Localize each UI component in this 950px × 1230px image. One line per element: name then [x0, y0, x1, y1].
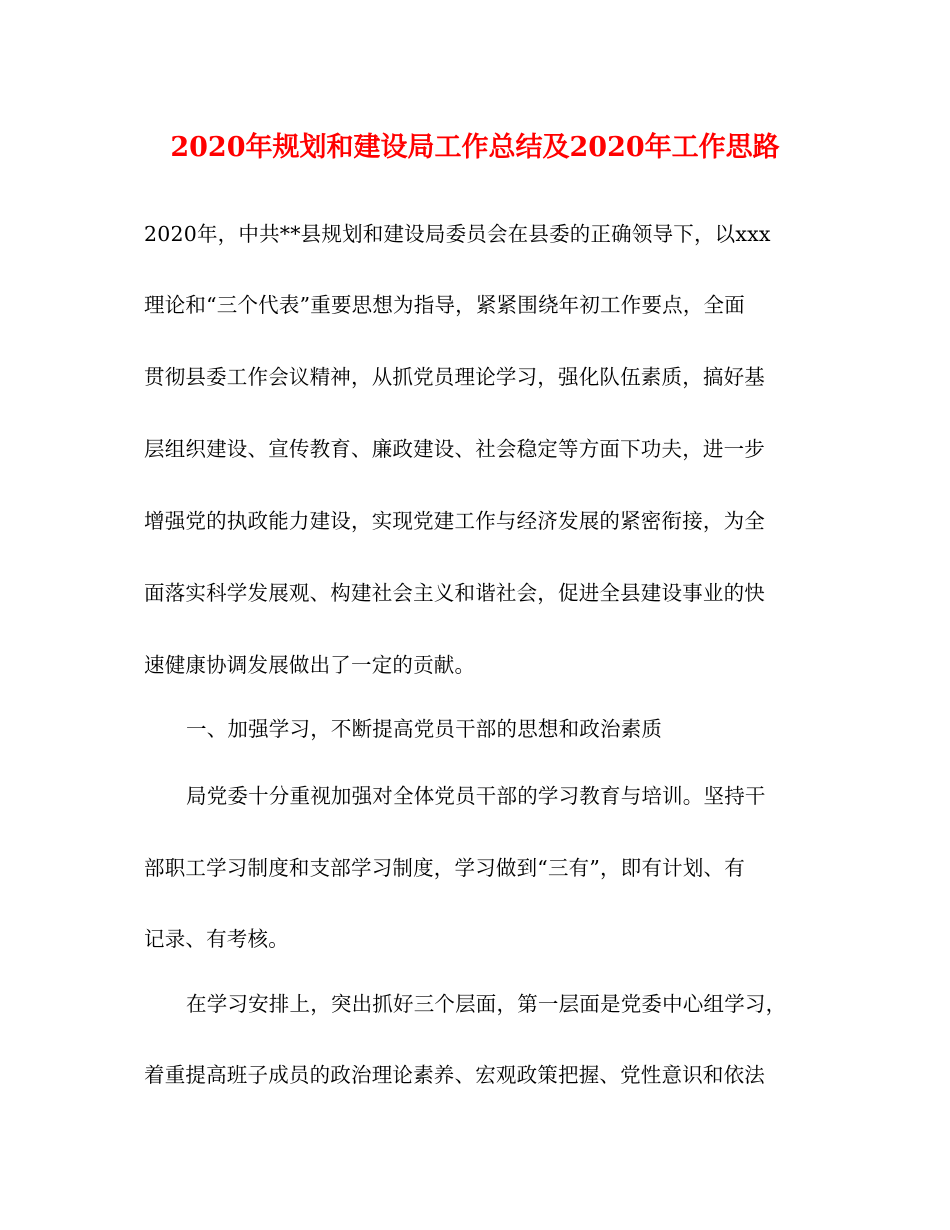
paragraph-line: 在学习安排上，突出抓好三个层面，第一层面是党委中心组学习，: [186, 992, 787, 1016]
paragraph-line: 记录、有考核。: [144, 927, 289, 951]
paragraph-line: 速健康协调发展做出了一定的贡献。: [144, 653, 476, 677]
paragraph-line: 面落实科学发展观、构建社会主义和谐社会，促进全县建设事业的快: [144, 581, 765, 605]
paragraph-line: 层组织建设、宣传教育、廉政建设、社会稳定等方面下功夫，进一步: [144, 437, 765, 461]
paragraph-line: 2020年，中共**县规划和建设局委员会在县委的正确领导下，以xxx: [144, 222, 771, 246]
paragraph-line: 理论和“三个代表”重要思想为指导，紧紧围绕年初工作要点，全面: [144, 293, 745, 317]
paragraph-line: 局党委十分重视加强对全体党员干部的学习教育与培训。坚持干: [186, 784, 766, 808]
paragraph-line: 贯彻县委工作会议精神，从抓党员理论学习，强化队伍素质，搞好基: [144, 365, 765, 389]
paragraph-line: 增强党的执政能力建设，实现党建工作与经济发展的紧密衔接，为全: [144, 509, 765, 533]
document-title: 2020年规划和建设局工作总结及2020年工作思路: [170, 132, 780, 163]
paragraph-line: 着重提高班子成员的政治理论素养、宏观政策把握、党性意识和依法: [144, 1063, 765, 1087]
section-heading: 一、加强学习，不断提高党员干部的思想和政治素质: [186, 717, 663, 741]
paragraph-line: 部职工学习制度和支部学习制度，学习做到“三有”，即有计划、有: [144, 856, 745, 880]
